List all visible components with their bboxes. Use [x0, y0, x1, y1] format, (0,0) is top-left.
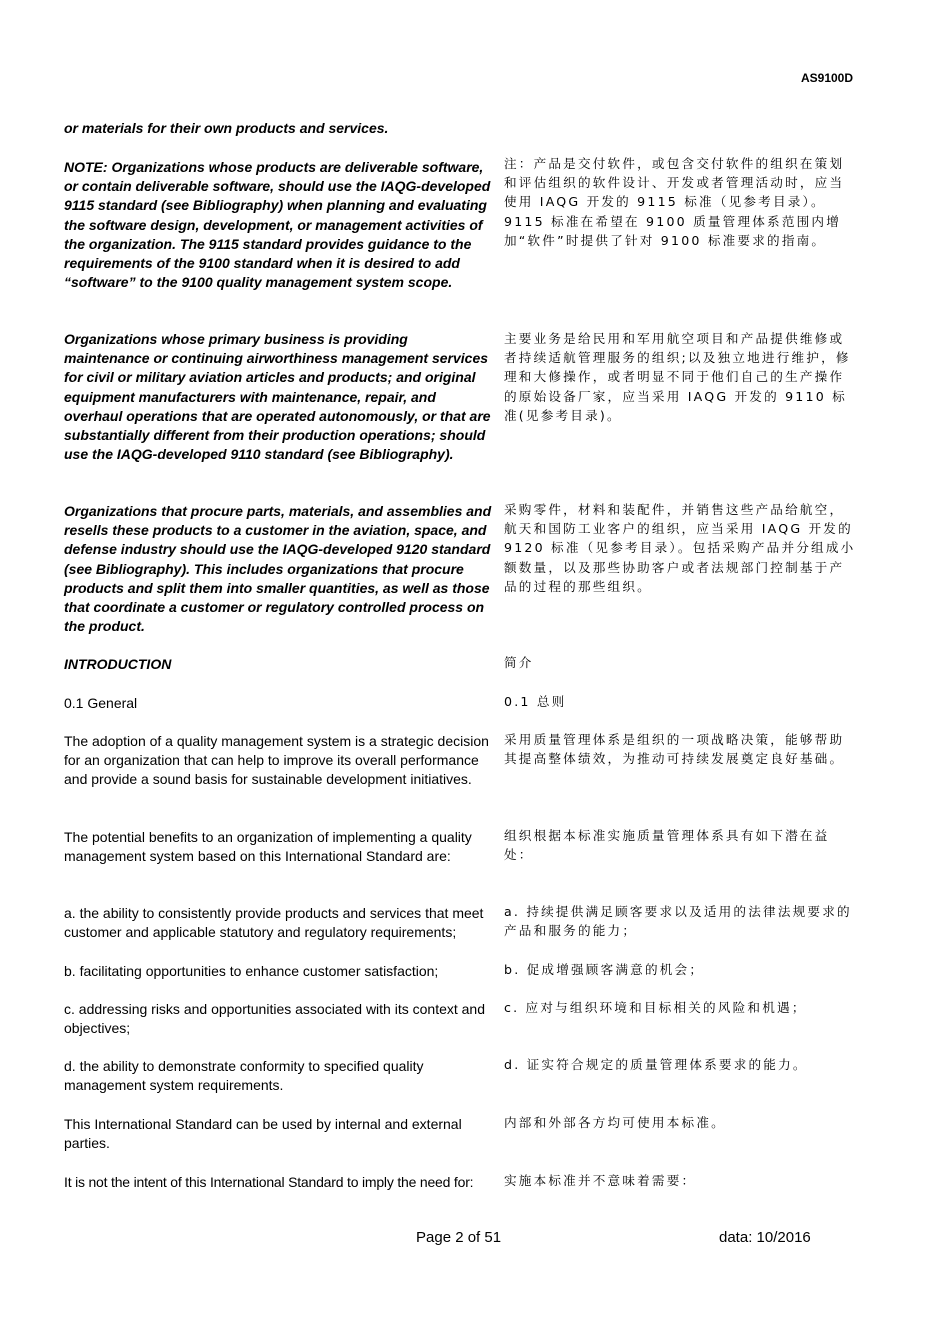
introduction-heading-zh: 简介	[504, 655, 534, 670]
paragraph-en: The adoption of a quality management system is a strategic decision for an organization that can help to improve its overall performance and provide a sound basis for sustainable development initiatives.	[64, 733, 489, 788]
list-item-c-en: c. addressing risks and opportunities associated with its context and objectives;	[64, 1001, 486, 1037]
note-9120-en: Organizations that procure parts, materials, and assemblies and resells these products to a customer in the aviation, space, and defense industry should use the IAQG-developed 9120 standard (see Bibliography). This includes organizations that procure products and split them into smaller quantities, as well as those that coordinate a customer or regulatory controlled process on the product.	[64, 503, 492, 635]
section-general-heading-en: 0.1 General	[64, 695, 138, 711]
list-item-b-en: b. facilitating opportunities to enhance customer satisfaction;	[64, 963, 439, 979]
introduction-heading-en: INTRODUCTION	[64, 656, 172, 672]
list-item-b-zh: b. 促成增强顾客满意的机会；	[504, 962, 705, 977]
list-item-d-zh: d. 证实符合规定的质量管理体系要求的能力。	[504, 1057, 808, 1072]
paragraph-zh: 内部和外部各方均可使用本标准。	[504, 1115, 726, 1130]
note-9115-zh: 注：产品是交付软件，或包含交付软件的组织在策划和评估组织的软件设计、开发或者管理活动时，应当使用 IAQG 开发的 9115 标准（见参考目录）。9115 标准在希望在 9100 质量管理体系范围内增加“软件”时提供了针对 9100 标准要求的指南。	[504, 156, 845, 248]
note-9120-zh: 采购零件，材料和装配件，并销售这些产品给航空，航天和国防工业客户的组织，应当采用 IAQG 开发的 9120 标准（见参考目录）。包括采购产品并分组成小额数量，以及那些协助客户或者法规部门控制基于产品的过程的那些组织。	[504, 502, 856, 594]
paragraph-zh: 组织根据本标准实施质量管理体系具有如下潜在益处：	[504, 828, 830, 863]
paragraph-en: This International Standard can be used by internal and external parties.	[64, 1116, 462, 1152]
paragraph-zh: 采用质量管理体系是组织的一项战略决策，能够帮助其提高整体绩效，为推动可持续发展奠定良好基础。	[504, 732, 845, 767]
paragraph-en: It is not the intent of this International Standard to imply the need for:	[64, 1174, 474, 1190]
note-9115-en: NOTE: Organizations whose products are deliverable software, or contain deliverable software, should use the IAQG-developed 9115 standard (see Bibliography) when planning and evaluating the software design, development, or management activities of the organization. The 9115 standard provides guidance to the requirements of the 9100 standard when it is desired to add “software” to the 9100 quality management system scope.	[64, 159, 491, 291]
paragraph-en: or materials for their own products and services.	[64, 120, 389, 136]
revision-date: data: 10/2016	[719, 1229, 811, 1246]
note-9110-zh: 主要业务是给民用和军用航空项目和产品提供维修或者持续适航管理服务的组织;以及独立地进行维护，修理和大修操作，或者明显不同于他们自己的生产操作的原始设备厂家，应当采用 IAQG 开发的 9110 标准(见参考目录)。	[504, 331, 851, 423]
page-number: Page 2 of 51	[416, 1229, 502, 1246]
note-9110-en: Organizations whose primary business is providing maintenance or continuing airworthiness management services for civil or military aviation articles and products; and original equipment manufacturers with maintenance, repair, and overhaul operations that are operated autonomously, or that are substantially different from their production operations; should use the IAQG-developed 9110 standard (see Bibliography).	[64, 331, 491, 463]
list-item-d-en: d. the ability to demonstrate conformity to specified quality management system requirements.	[64, 1058, 424, 1094]
section-general-heading-zh: 0.1 总则	[504, 694, 567, 709]
document-code: AS9100D	[800, 71, 853, 85]
list-item-a-en: a. the ability to consistently provide products and services that meet customer and applicable statutory and regulatory requirements;	[64, 905, 484, 941]
paragraph-zh: 实施本标准并不意味着需要：	[504, 1173, 697, 1188]
paragraph-en: The potential benefits to an organization of implementing a quality management system based on this International Standard are:	[64, 829, 472, 865]
list-item-a-zh: a. 持续提供满足顾客要求以及适用的法律法规要求的产品和服务的能力；	[504, 904, 852, 939]
list-item-c-zh: c. 应对与组织环境和目标相关的风险和机遇；	[504, 1000, 807, 1015]
